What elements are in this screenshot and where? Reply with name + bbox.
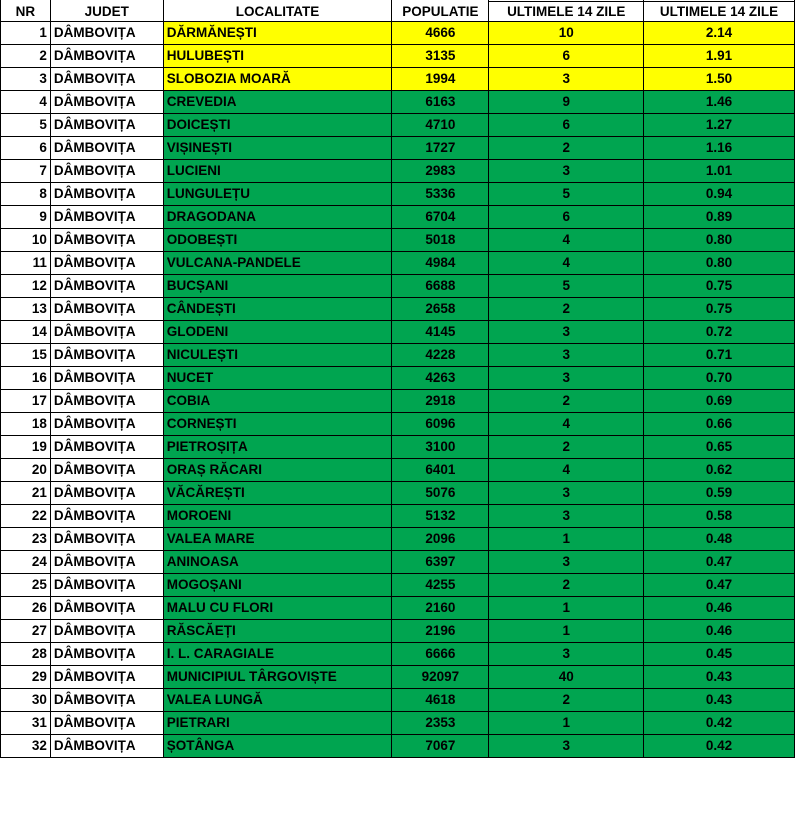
header-judet: JUDET [50, 0, 163, 22]
cell-judet: DÂMBOVIȚA [50, 666, 163, 689]
cell-rata: 0.43 [644, 666, 795, 689]
cell-confirmate: 9 [489, 91, 644, 114]
cell-rata: 0.75 [644, 275, 795, 298]
cell-confirmate: 4 [489, 459, 644, 482]
cell-nr: 10 [1, 229, 51, 252]
cell-nr: 19 [1, 436, 51, 459]
cell-populatie: 4255 [392, 574, 489, 597]
cell-judet: DÂMBOVIȚA [50, 160, 163, 183]
cell-localitate: CREVEDIA [163, 91, 392, 114]
cell-judet: DÂMBOVIȚA [50, 91, 163, 114]
table-row [1, 390, 795, 413]
cell-populatie: 6096 [392, 413, 489, 436]
cell-populatie: 92097 [392, 666, 489, 689]
cell-localitate: VALEA MARE [163, 528, 392, 551]
cell-confirmate: 2 [489, 298, 644, 321]
cell-rata: 0.62 [644, 459, 795, 482]
cell-populatie: 2196 [392, 620, 489, 643]
cell-confirmate: 1 [489, 620, 644, 643]
cell-judet: DÂMBOVIȚA [50, 275, 163, 298]
cell-judet: DÂMBOVIȚA [50, 413, 163, 436]
cell-localitate: NICULEȘTI [163, 344, 392, 367]
cell-confirmate: 3 [489, 367, 644, 390]
cell-nr: 20 [1, 459, 51, 482]
cell-judet: DÂMBOVIȚA [50, 206, 163, 229]
cell-nr: 1 [1, 22, 51, 45]
cell-rata: 1.46 [644, 91, 795, 114]
table-row [1, 643, 795, 666]
cell-rata: 0.80 [644, 252, 795, 275]
cell-nr: 12 [1, 275, 51, 298]
cell-judet: DÂMBOVIȚA [50, 551, 163, 574]
cell-confirmate: 1 [489, 528, 644, 551]
cell-judet: DÂMBOVIȚA [50, 183, 163, 206]
cell-confirmate: 3 [489, 321, 644, 344]
cell-confirmate: 4 [489, 413, 644, 436]
cell-populatie: 2983 [392, 160, 489, 183]
cell-rata: 0.75 [644, 298, 795, 321]
cell-confirmate: 6 [489, 114, 644, 137]
cell-rata: 1.01 [644, 160, 795, 183]
table-row [1, 551, 795, 574]
header-confirmate-line2: ULTIMELE 14 ZILE [489, 2, 644, 22]
cell-judet: DÂMBOVIȚA [50, 735, 163, 758]
cell-nr: 27 [1, 620, 51, 643]
cell-confirmate: 4 [489, 252, 644, 275]
cell-nr: 4 [1, 91, 51, 114]
cell-rata: 1.91 [644, 45, 795, 68]
cell-populatie: 6666 [392, 643, 489, 666]
cell-judet: DÂMBOVIȚA [50, 390, 163, 413]
cell-nr: 32 [1, 735, 51, 758]
cell-rata: 0.46 [644, 597, 795, 620]
cell-nr: 2 [1, 45, 51, 68]
table-row [1, 459, 795, 482]
cell-confirmate: 2 [489, 436, 644, 459]
cell-nr: 21 [1, 482, 51, 505]
cell-nr: 30 [1, 689, 51, 712]
cell-localitate: MALU CU FLORI [163, 597, 392, 620]
cell-localitate: DRAGODANA [163, 206, 392, 229]
table-row [1, 252, 795, 275]
cell-rata: 0.66 [644, 413, 795, 436]
cell-rata: 1.16 [644, 137, 795, 160]
table-row [1, 367, 795, 390]
cell-confirmate: 3 [489, 505, 644, 528]
cell-localitate: VALEA LUNGĂ [163, 689, 392, 712]
cell-localitate: VULCANA-PANDELE [163, 252, 392, 275]
cell-judet: DÂMBOVIȚA [50, 229, 163, 252]
header-locuitori-line2: ULTIMELE 14 ZILE [644, 2, 795, 22]
cell-populatie: 2096 [392, 528, 489, 551]
cell-judet: DÂMBOVIȚA [50, 436, 163, 459]
cell-localitate: NUCET [163, 367, 392, 390]
table-row [1, 689, 795, 712]
cell-populatie: 2353 [392, 712, 489, 735]
cell-localitate: ANINOASA [163, 551, 392, 574]
table-row [1, 505, 795, 528]
cell-populatie: 2918 [392, 390, 489, 413]
header-nr: NR [1, 0, 51, 22]
table-row [1, 436, 795, 459]
cell-populatie: 1727 [392, 137, 489, 160]
cell-nr: 16 [1, 367, 51, 390]
cell-judet: DÂMBOVIȚA [50, 68, 163, 91]
cell-confirmate: 6 [489, 206, 644, 229]
cell-localitate: CORNEȘTI [163, 413, 392, 436]
cell-localitate: RĂSCĂEȚI [163, 620, 392, 643]
cell-nr: 9 [1, 206, 51, 229]
cell-localitate: ORAȘ RĂCARI [163, 459, 392, 482]
cell-localitate: LUNGULEȚU [163, 183, 392, 206]
cell-rata: 0.69 [644, 390, 795, 413]
cell-rata: 0.48 [644, 528, 795, 551]
cell-confirmate: 1 [489, 712, 644, 735]
table-row [1, 482, 795, 505]
table-row [1, 528, 795, 551]
cell-confirmate: 1 [489, 597, 644, 620]
table-row [1, 574, 795, 597]
cell-confirmate: 3 [489, 735, 644, 758]
cell-populatie: 3135 [392, 45, 489, 68]
cell-rata: 0.47 [644, 551, 795, 574]
cell-judet: DÂMBOVIȚA [50, 344, 163, 367]
cell-localitate: DĂRMĂNEȘTI [163, 22, 392, 45]
cell-populatie: 5132 [392, 505, 489, 528]
cell-populatie: 4666 [392, 22, 489, 45]
cell-confirmate: 3 [489, 68, 644, 91]
table-row [1, 413, 795, 436]
cell-judet: DÂMBOVIȚA [50, 620, 163, 643]
cell-judet: DÂMBOVIȚA [50, 459, 163, 482]
header-populatie: POPULATIE [392, 0, 489, 22]
table-row [1, 229, 795, 252]
cell-nr: 14 [1, 321, 51, 344]
table-row [1, 298, 795, 321]
table-row [1, 620, 795, 643]
cell-rata: 0.80 [644, 229, 795, 252]
cell-rata: 1.27 [644, 114, 795, 137]
cell-nr: 7 [1, 160, 51, 183]
cell-nr: 5 [1, 114, 51, 137]
cell-nr: 29 [1, 666, 51, 689]
cell-rata: 0.58 [644, 505, 795, 528]
cell-localitate: ODOBEȘTI [163, 229, 392, 252]
cell-rata: 0.72 [644, 321, 795, 344]
cell-localitate: MOROENI [163, 505, 392, 528]
table-row [1, 275, 795, 298]
cell-populatie: 5336 [392, 183, 489, 206]
cell-populatie: 1994 [392, 68, 489, 91]
table-row [1, 22, 795, 45]
cell-judet: DÂMBOVIȚA [50, 114, 163, 137]
cell-rata: 0.47 [644, 574, 795, 597]
cell-nr: 6 [1, 137, 51, 160]
table-row [1, 45, 795, 68]
cell-judet: DÂMBOVIȚA [50, 643, 163, 666]
cell-localitate: VĂCĂREȘTI [163, 482, 392, 505]
cell-rata: 0.43 [644, 689, 795, 712]
cell-rata: 0.94 [644, 183, 795, 206]
cell-rata: 0.70 [644, 367, 795, 390]
cell-populatie: 4145 [392, 321, 489, 344]
cell-nr: 13 [1, 298, 51, 321]
cell-judet: DÂMBOVIȚA [50, 712, 163, 735]
cell-rata: 0.45 [644, 643, 795, 666]
header-localitate: LOCALITATE [163, 0, 392, 22]
cell-rata: 0.59 [644, 482, 795, 505]
cell-populatie: 2160 [392, 597, 489, 620]
cell-rata: 0.71 [644, 344, 795, 367]
cell-nr: 31 [1, 712, 51, 735]
cell-rata: 0.65 [644, 436, 795, 459]
cell-populatie: 5018 [392, 229, 489, 252]
cell-judet: DÂMBOVIȚA [50, 574, 163, 597]
cell-judet: DÂMBOVIȚA [50, 252, 163, 275]
cell-localitate: MUNICIPIUL TÂRGOVIȘTE [163, 666, 392, 689]
cell-confirmate: 2 [489, 689, 644, 712]
cell-judet: DÂMBOVIȚA [50, 367, 163, 390]
cell-confirmate: 40 [489, 666, 644, 689]
cell-localitate: GLODENI [163, 321, 392, 344]
cell-confirmate: 5 [489, 183, 644, 206]
cell-localitate: SLOBOZIA MOARĂ [163, 68, 392, 91]
cell-rata: 0.46 [644, 620, 795, 643]
cell-confirmate: 5 [489, 275, 644, 298]
cell-localitate: COBIA [163, 390, 392, 413]
cell-nr: 23 [1, 528, 51, 551]
cell-populatie: 6163 [392, 91, 489, 114]
cell-populatie: 6401 [392, 459, 489, 482]
cell-localitate: HULUBEȘTI [163, 45, 392, 68]
cell-nr: 24 [1, 551, 51, 574]
cell-nr: 8 [1, 183, 51, 206]
cell-nr: 25 [1, 574, 51, 597]
cell-confirmate: 3 [489, 160, 644, 183]
table-row [1, 321, 795, 344]
cell-nr: 22 [1, 505, 51, 528]
cell-rata: 0.42 [644, 712, 795, 735]
cell-populatie: 4984 [392, 252, 489, 275]
cell-judet: DÂMBOVIȚA [50, 45, 163, 68]
cell-judet: DÂMBOVIȚA [50, 22, 163, 45]
cell-localitate: MOGOȘANI [163, 574, 392, 597]
cell-populatie: 4710 [392, 114, 489, 137]
cell-populatie: 3100 [392, 436, 489, 459]
cell-judet: DÂMBOVIȚA [50, 505, 163, 528]
cell-populatie: 2658 [392, 298, 489, 321]
cell-populatie: 7067 [392, 735, 489, 758]
cell-judet: DÂMBOVIȚA [50, 528, 163, 551]
cell-populatie: 4228 [392, 344, 489, 367]
table-body [1, 22, 795, 758]
cell-nr: 18 [1, 413, 51, 436]
cell-nr: 28 [1, 643, 51, 666]
cell-rata: 0.42 [644, 735, 795, 758]
cell-populatie: 6704 [392, 206, 489, 229]
cell-confirmate: 3 [489, 482, 644, 505]
cell-confirmate: 2 [489, 574, 644, 597]
cell-rata: 1.50 [644, 68, 795, 91]
cell-localitate: PIETRARI [163, 712, 392, 735]
cell-localitate: LUCIENI [163, 160, 392, 183]
cell-judet: DÂMBOVIȚA [50, 137, 163, 160]
table-row [1, 206, 795, 229]
cell-confirmate: 3 [489, 344, 644, 367]
cell-confirmate: 4 [489, 229, 644, 252]
cell-localitate: VIȘINEȘTI [163, 137, 392, 160]
table-row [1, 344, 795, 367]
cell-judet: DÂMBOVIȚA [50, 689, 163, 712]
cell-localitate: BUCȘANI [163, 275, 392, 298]
cell-nr: 3 [1, 68, 51, 91]
table-row [1, 137, 795, 160]
cell-confirmate: 2 [489, 390, 644, 413]
cell-populatie: 4618 [392, 689, 489, 712]
cell-judet: DÂMBOVIȚA [50, 298, 163, 321]
cell-localitate: I. L. CARAGIALE [163, 643, 392, 666]
cell-populatie: 6688 [392, 275, 489, 298]
cell-confirmate: 3 [489, 643, 644, 666]
cell-populatie: 4263 [392, 367, 489, 390]
table-row [1, 666, 795, 689]
table-row [1, 712, 795, 735]
table-row [1, 183, 795, 206]
cell-nr: 26 [1, 597, 51, 620]
table-row [1, 735, 795, 758]
cell-populatie: 6397 [392, 551, 489, 574]
cell-confirmate: 10 [489, 22, 644, 45]
table-row [1, 160, 795, 183]
cell-judet: DÂMBOVIȚA [50, 482, 163, 505]
cell-judet: DÂMBOVIȚA [50, 321, 163, 344]
cell-localitate: PIETROȘIȚA [163, 436, 392, 459]
cell-rata: 0.89 [644, 206, 795, 229]
table-row [1, 114, 795, 137]
cell-localitate: ȘOTÂNGA [163, 735, 392, 758]
cell-rata: 2.14 [644, 22, 795, 45]
cell-judet: DÂMBOVIȚA [50, 597, 163, 620]
table-row [1, 597, 795, 620]
cell-confirmate: 2 [489, 137, 644, 160]
cell-localitate: DOICEȘTI [163, 114, 392, 137]
cell-populatie: 5076 [392, 482, 489, 505]
table-row [1, 68, 795, 91]
cell-localitate: CÂNDEȘTI [163, 298, 392, 321]
cell-confirmate: 6 [489, 45, 644, 68]
cell-confirmate: 3 [489, 551, 644, 574]
table-row [1, 91, 795, 114]
cell-nr: 17 [1, 390, 51, 413]
cell-nr: 15 [1, 344, 51, 367]
cell-nr: 11 [1, 252, 51, 275]
